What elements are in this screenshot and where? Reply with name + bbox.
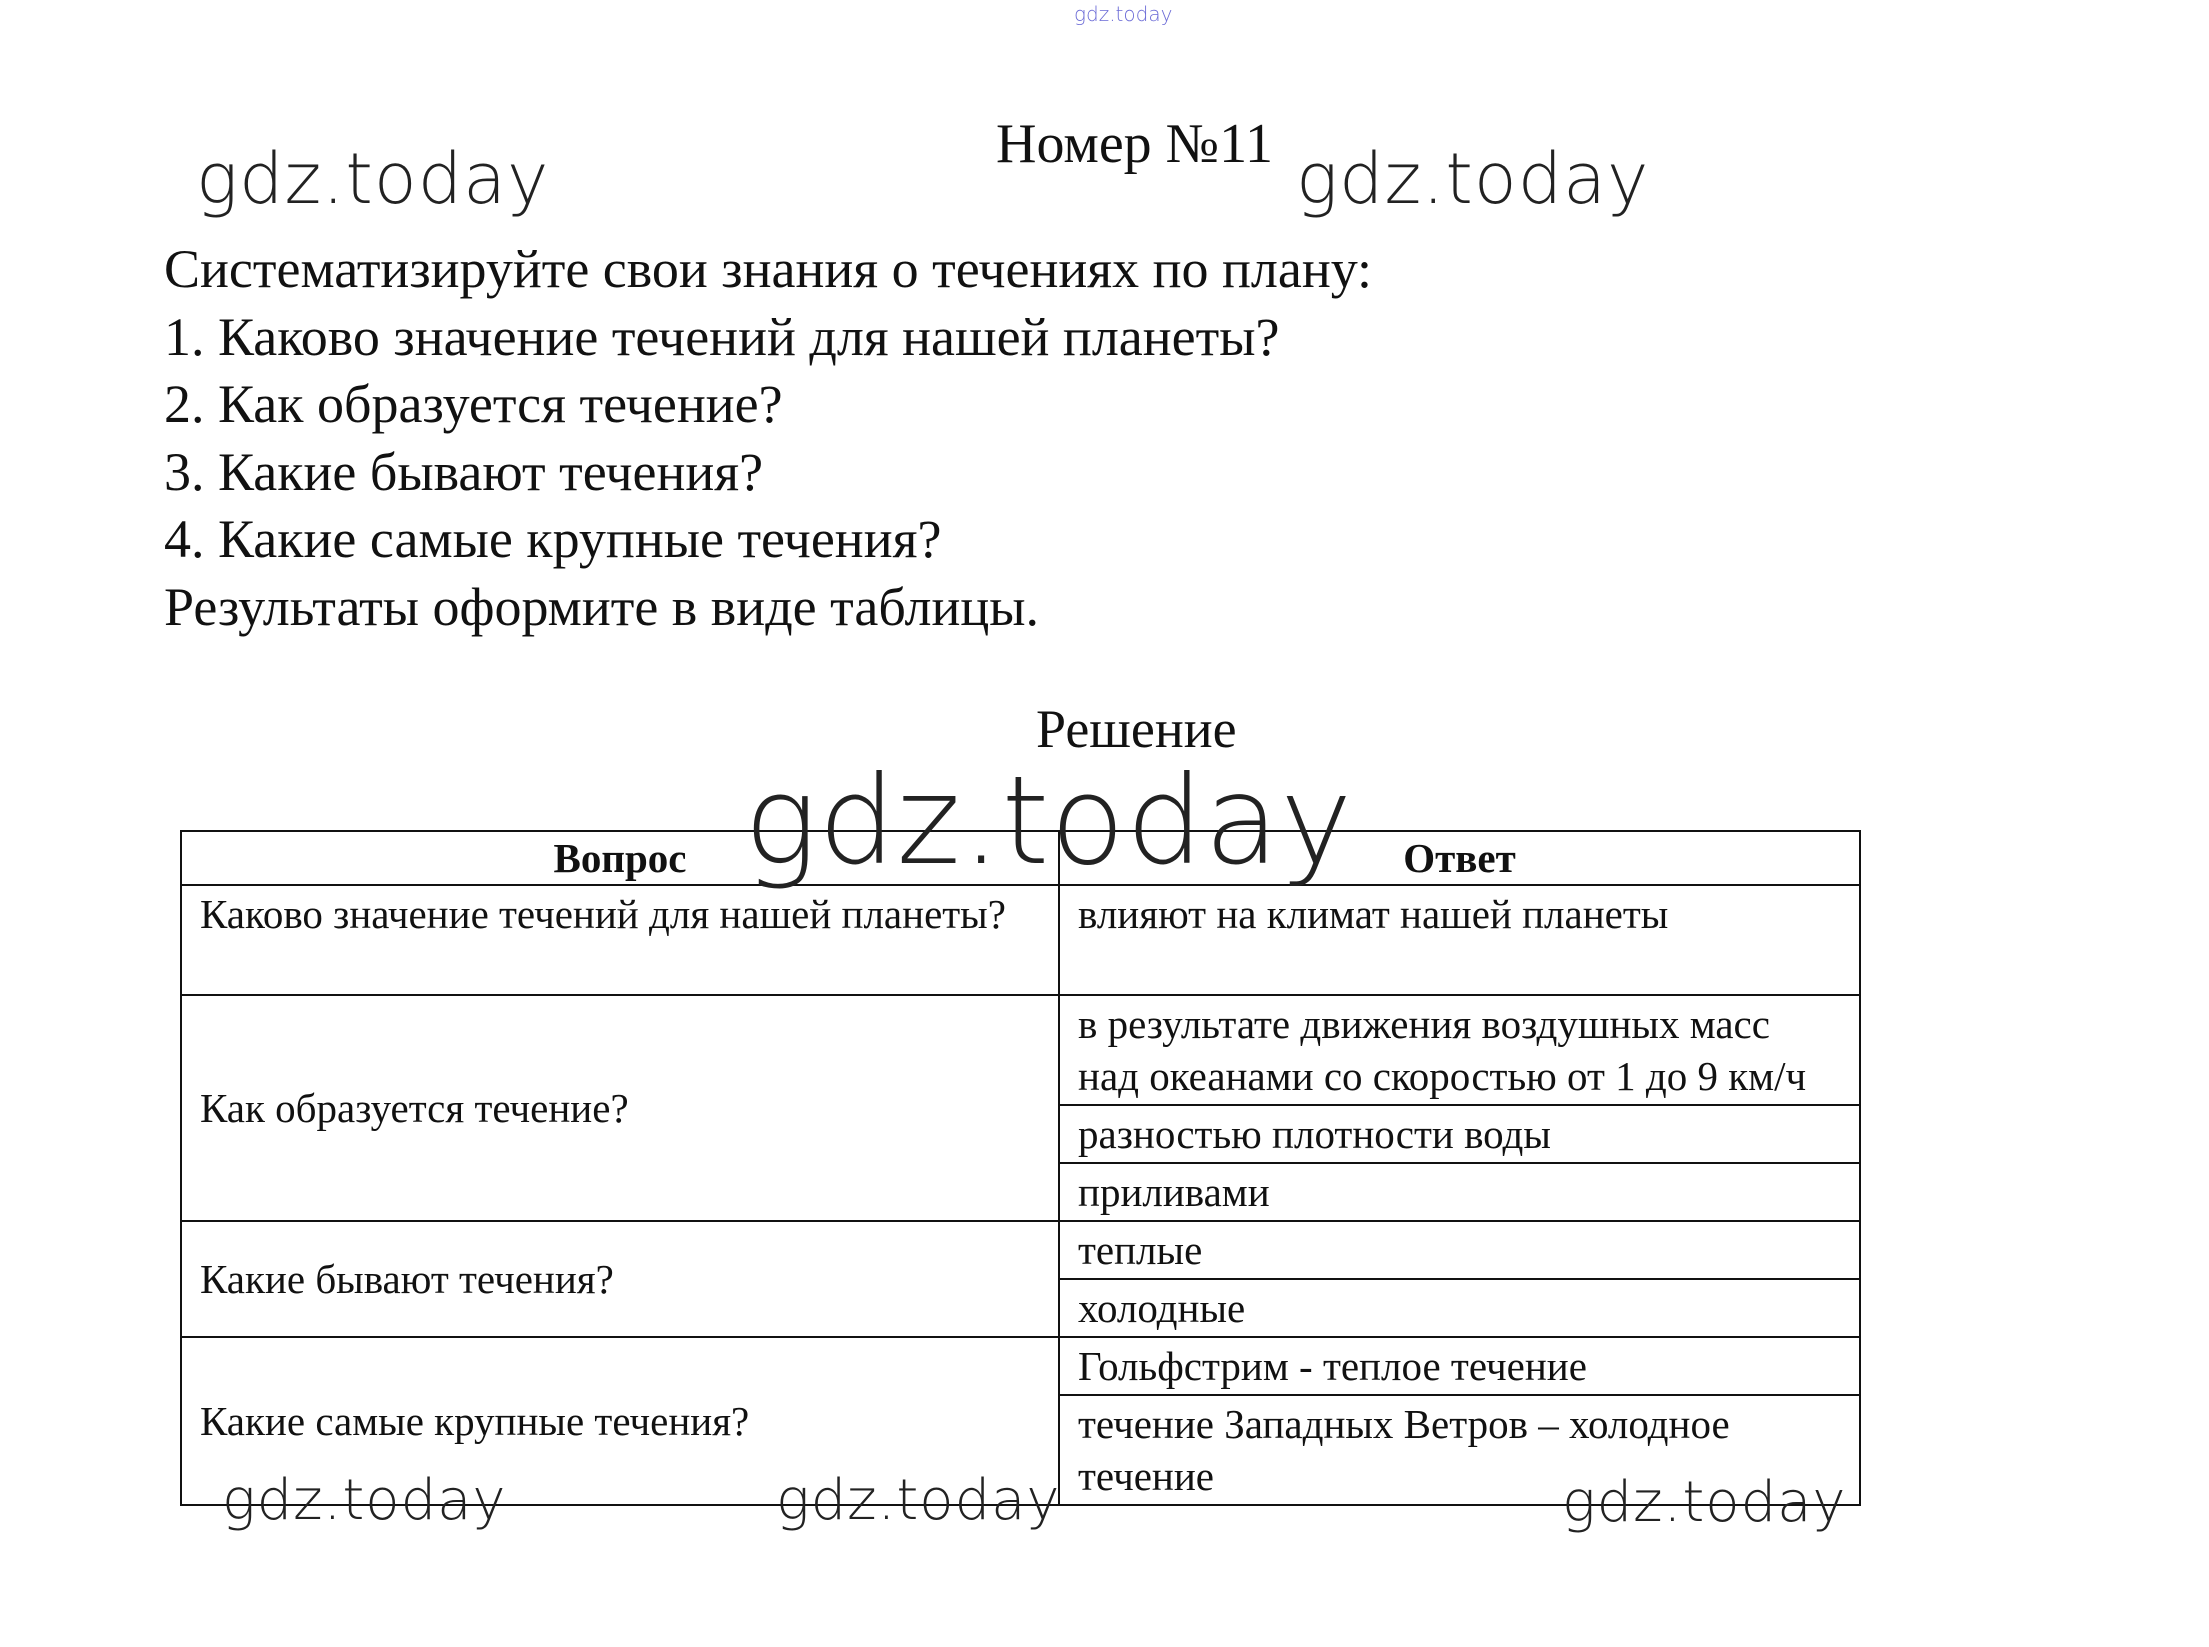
page-title: Номер №11 xyxy=(996,113,1274,175)
task-item: 2. Как образуется течение? xyxy=(164,374,783,434)
answer-cell: холодные xyxy=(1059,1279,1860,1337)
task-item: 3. Какие бывают течения? xyxy=(164,441,764,502)
answer-cell: разностью плотности воды xyxy=(1059,1105,1860,1163)
task-text xyxy=(164,236,1372,641)
watermark: gdz.today xyxy=(1562,1470,1847,1535)
watermark: gdz.today xyxy=(196,138,550,220)
header-answer: Ответ xyxy=(1059,831,1860,885)
task-outro: Результаты оформите в виде таблицы. xyxy=(164,576,1040,637)
answer-table xyxy=(180,830,1861,1506)
question-cell: Каково значение течений для нашей планеты? xyxy=(181,885,1059,995)
table-row xyxy=(181,1221,1860,1279)
question-cell: Как образуется течение? xyxy=(181,995,1059,1221)
watermark-small: gdz.today xyxy=(1074,2,1173,26)
answer-cell: приливами xyxy=(1059,1163,1860,1221)
answer-cell: Гольфстрим - теплое течение xyxy=(1059,1337,1860,1395)
watermark: gdz.today xyxy=(776,1468,1061,1533)
task-item: 1. Каково значение течений для нашей планеты? xyxy=(164,306,1280,367)
table-row xyxy=(181,995,1860,1105)
task-intro: Систематизируйте свои знания о течениях по плану: xyxy=(164,239,1373,299)
question-cell: Какие самые крупные течения? xyxy=(181,1337,1059,1505)
watermark: gdz.today xyxy=(1296,138,1650,220)
watermark: gdz.today xyxy=(222,1468,507,1533)
answer-cell: в результате движения воздушных масс над океанами со скоростью от 1 до 9 км/ч xyxy=(1059,995,1860,1105)
answer-cell: влияют на климат нашей планеты xyxy=(1059,885,1860,995)
table-row xyxy=(181,1337,1860,1395)
solution-heading: Решение xyxy=(1036,699,1237,759)
header-question: Вопрос xyxy=(181,831,1059,885)
question-cell: Какие бывают течения? xyxy=(181,1221,1059,1337)
answer-cell: теплые xyxy=(1059,1221,1860,1279)
answer-cell: течение Западных Ветров – холодное течение xyxy=(1059,1395,1860,1505)
table-row xyxy=(181,885,1860,995)
watermark: gdz.today xyxy=(744,750,1354,892)
task-item: 4. Какие самые крупные течения? xyxy=(164,509,942,569)
